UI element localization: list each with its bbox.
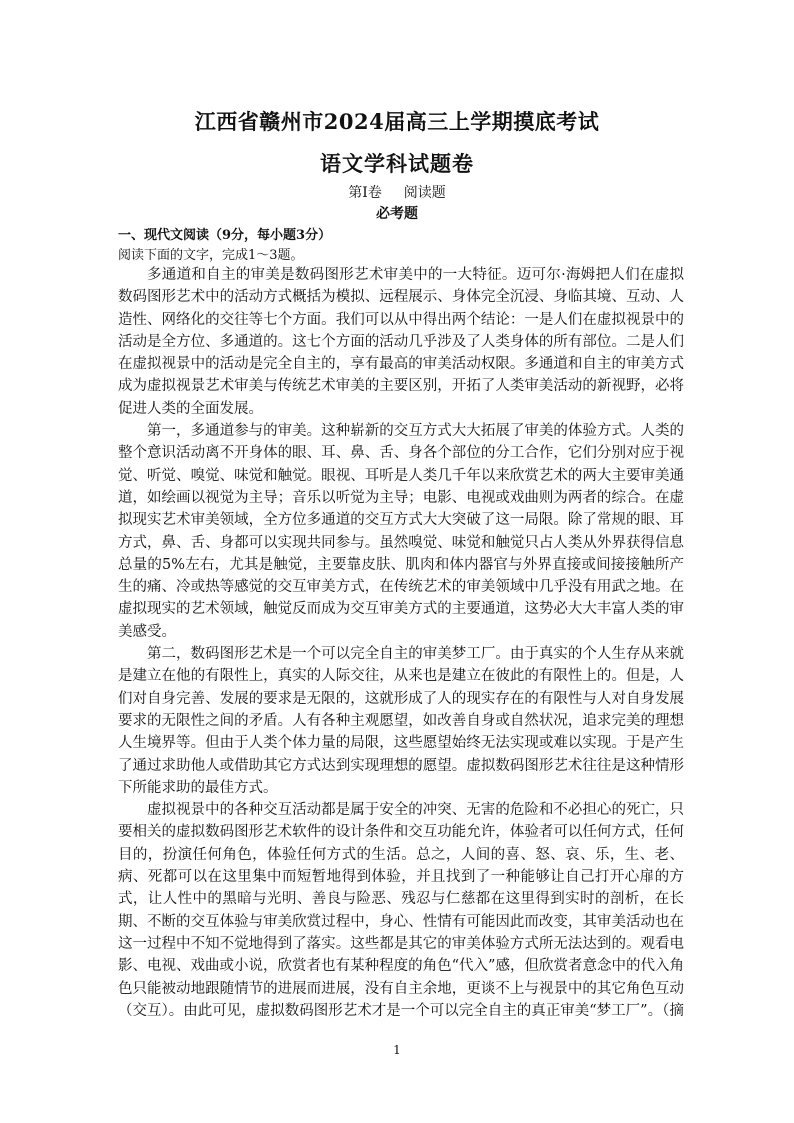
- reading-passage: [118, 264, 684, 1022]
- exam-title: 江西省赣州市2024届高三上学期摸底考试: [194, 109, 600, 134]
- passage-paragraph: 虚拟视景中的各种交互活动都是属于安全的冲突、无害的危险和不必担心的死亡，只要相关的虚拟数码图形艺术软件的设计条件和交互功能允许，体验者可以任何方式，任何目的，扮演任何角色，体验任何方式的生活。总之，人间的喜、怒、哀、乐，生、老、病、死都可以在这里集中而短暂地得到体验，并且找到了一种能够让自己打开心扉的方式，让人性中的黑暗与光明、善良与险恶、残忍与仁慈都在这里得到实时的剖析，在长期、不断的交互体验与审美欣赏过程中，身心、性情有可能因此而改变，其审美活动也在这一过程中不知不觉地得到了落实。这些都是其它的审美体验方式所无法达到的。观看电影、电视、戏曲或小说，欣赏者也有某种程度的角色“代入”感，但欣赏者意念中的代入角色只能被动地跟随情节的进展而进展，没有自主余地，更谈不上与视景中的其它角色互动（交互）。由此可见，虚拟数码图形艺术才是一个可以完全自主的真正审美“梦工厂”。（摘: [118, 802, 684, 1019]
- volume-name: 阅读题: [403, 185, 446, 201]
- volume-label: 第Ⅰ卷: [348, 185, 382, 201]
- passage-paragraph: 第一，多通道参与的审美。这种崭新的交互方式大大拓展了审美的体验方式。人类的整个意识活动离不开身体的眼、耳、鼻、舌、身各个部位的分工合作，它们分别对应于视觉、听觉、嗅觉、味觉和触觉。眼视、耳听是人类几千年以来欣赏艺术的两大主要审美通道，如绘画以视觉为主导；音乐以听觉为主导；电影、电视或戏曲则为两者的综合。在虚拟现实艺术审美领域，全方位多通道的交互方式大大突破了这一局限。除了常规的眼、耳方式，鼻、舌、身都可以实现共同参与。虽然嗅觉、味觉和触觉只占人类从外界获得信息总量的5%左右，尤其是触觉，主要靠皮肤、肌肉和体内器官与外界直接或间接接触所产生的痛、冷或热等感觉的交互审美方式，在传统艺术的审美领域中几乎没有用武之地。在虚拟现实的艺术领域，触觉反而成为交互审美方式的主要通道，这势必大大丰富人类的审美感受。: [118, 423, 684, 640]
- required-questions-heading: 必考题: [376, 206, 418, 222]
- reading-instruction: 阅读下面的文字，完成1～3题。: [118, 248, 304, 263]
- volume-heading: [0, 182, 794, 202]
- exam-subtitle: 语文学科试题卷: [320, 151, 474, 176]
- section-heading: 一、现代文阅读（9分，每小题3分）: [118, 228, 332, 243]
- passage-paragraph: 多通道和自主的审美是数码图形艺术审美中的一大特征。迈可尔·海姆把人们在虚拟数码图形艺术中的活动方式概括为模拟、远程展示、身体完全沉浸、身临其境、互动、人造性、网络化的交往等七个方面。我们可以从中得出两个结论：一是人们在虚拟视景中的活动是全方位、多通道的。这七个方面的活动几乎涉及了人类身体的所有部位。二是人们在虚拟视景中的活动是完全自主的，享有最高的审美活动权限。多通道和自主的审美方式成为虚拟视景艺术审美与传统艺术审美的主要区别，开拓了人类审美活动的新视野，必将促进人类的全面发展。: [118, 267, 684, 417]
- passage-paragraph: 第二，数码图形艺术是一个可以完全自主的审美梦工厂。由于真实的个人生存从来就是建立在他的有限性上，真实的人际交往，从来也是建立在彼此的有限性上的。但是，人们对自身完善、发展的要求是无限的，这就形成了人的现实存在的有限性与人对自身发展要求的无限性之间的矛盾。人有各种主观愿望，如改善自身或自然状况，追求完美的理想人生境界等。但由于人类个体力量的局限，这些愿望始终无法实现或难以实现。于是产生了通过求助他人或借助其它方式达到实现理想的愿望。虚拟数码图形艺术往往是这种情形下所能求助的最佳方式。: [118, 646, 684, 796]
- page-number: 1: [393, 1043, 401, 1057]
